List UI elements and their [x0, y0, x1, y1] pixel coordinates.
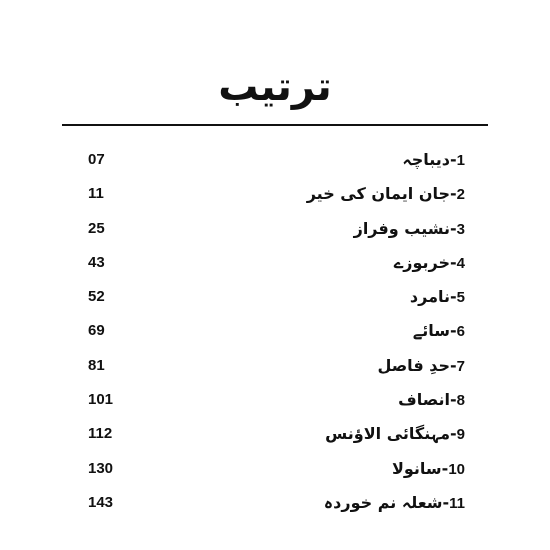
toc-entry-number: 1: [456, 152, 465, 169]
toc-entry-title: سائے: [412, 321, 451, 341]
toc-page-number: 43: [88, 253, 105, 271]
toc-entry: 10-سانولا: [391, 458, 465, 478]
toc-entry: 4-خربوزے: [393, 252, 465, 272]
toc-row: [88, 491, 465, 525]
toc-entry-title: شعلہ نم خوردہ: [323, 492, 443, 512]
toc-entry-number: 6: [456, 323, 465, 341]
toc-entry-number: 4: [456, 254, 465, 272]
toc-entry-title: نامرد: [409, 287, 451, 307]
toc-entry: 6-سائے: [412, 321, 465, 341]
toc-page-number: 112: [88, 425, 113, 443]
toc-entry: 2-جان ایمان کی خیر: [306, 184, 465, 204]
toc-page-number: 25: [88, 219, 105, 237]
toc-page-number: 07: [88, 151, 105, 168]
toc-entry-title: خربوزے: [393, 252, 451, 272]
toc-entry-number: 3: [456, 220, 465, 238]
toc-row: [88, 148, 465, 182]
toc-entry-title: انصاف: [398, 390, 451, 410]
toc-entry: 7-حدِ فاصل: [377, 355, 465, 375]
toc-row: [88, 182, 465, 216]
toc-entry: 8-انصاف: [398, 390, 465, 410]
toc-row: [88, 354, 465, 388]
toc-entry-number: 5: [456, 289, 465, 307]
page-title: ترتیب: [218, 64, 332, 110]
title-divider: [62, 124, 488, 126]
toc-page-number: 52: [88, 288, 105, 306]
toc-page-number: 143: [88, 493, 114, 511]
toc-row: [88, 422, 465, 456]
toc-entry: 3-نشیب وفراز: [353, 218, 465, 238]
toc-row: [88, 457, 465, 491]
toc-page-number: 130: [88, 459, 114, 477]
toc-entry-number: 9: [456, 426, 465, 444]
toc-entry-title: جان ایمان کی خیر: [306, 184, 451, 204]
toc-entry: 1-دیباچہ: [402, 150, 465, 169]
toc-entry-title: دیباچہ: [402, 150, 451, 169]
toc-row: [88, 217, 465, 251]
toc-page-number: 101: [88, 391, 114, 409]
toc-page-number: 81: [88, 356, 105, 374]
toc-entry-number: 8: [456, 392, 465, 410]
toc-row: [88, 251, 465, 285]
toc-entry: 11-شعلہ نم خوردہ: [323, 492, 465, 512]
toc-row: [88, 319, 465, 353]
toc-entry: 9-مہنگائی الاؤنس: [325, 424, 465, 444]
toc-entry-number: 2: [456, 186, 465, 204]
toc-entry-title: نشیب وفراز: [353, 218, 451, 238]
toc-entry-title: حدِ فاصل: [377, 355, 451, 375]
toc-page-number: 11: [88, 185, 104, 203]
toc-entry-title: مہنگائی الاؤنس: [325, 424, 451, 444]
toc-entry-number: 11: [449, 494, 465, 512]
toc-entry-number: 10: [448, 460, 465, 478]
toc-row: [88, 388, 465, 422]
toc-entry-number: 7: [456, 357, 465, 375]
table-of-contents: [88, 148, 465, 525]
toc-entry-title: سانولا: [391, 458, 442, 478]
toc-page-number: 69: [88, 322, 105, 340]
toc-entry: 5-نامرد: [409, 287, 465, 307]
toc-row: [88, 285, 465, 319]
